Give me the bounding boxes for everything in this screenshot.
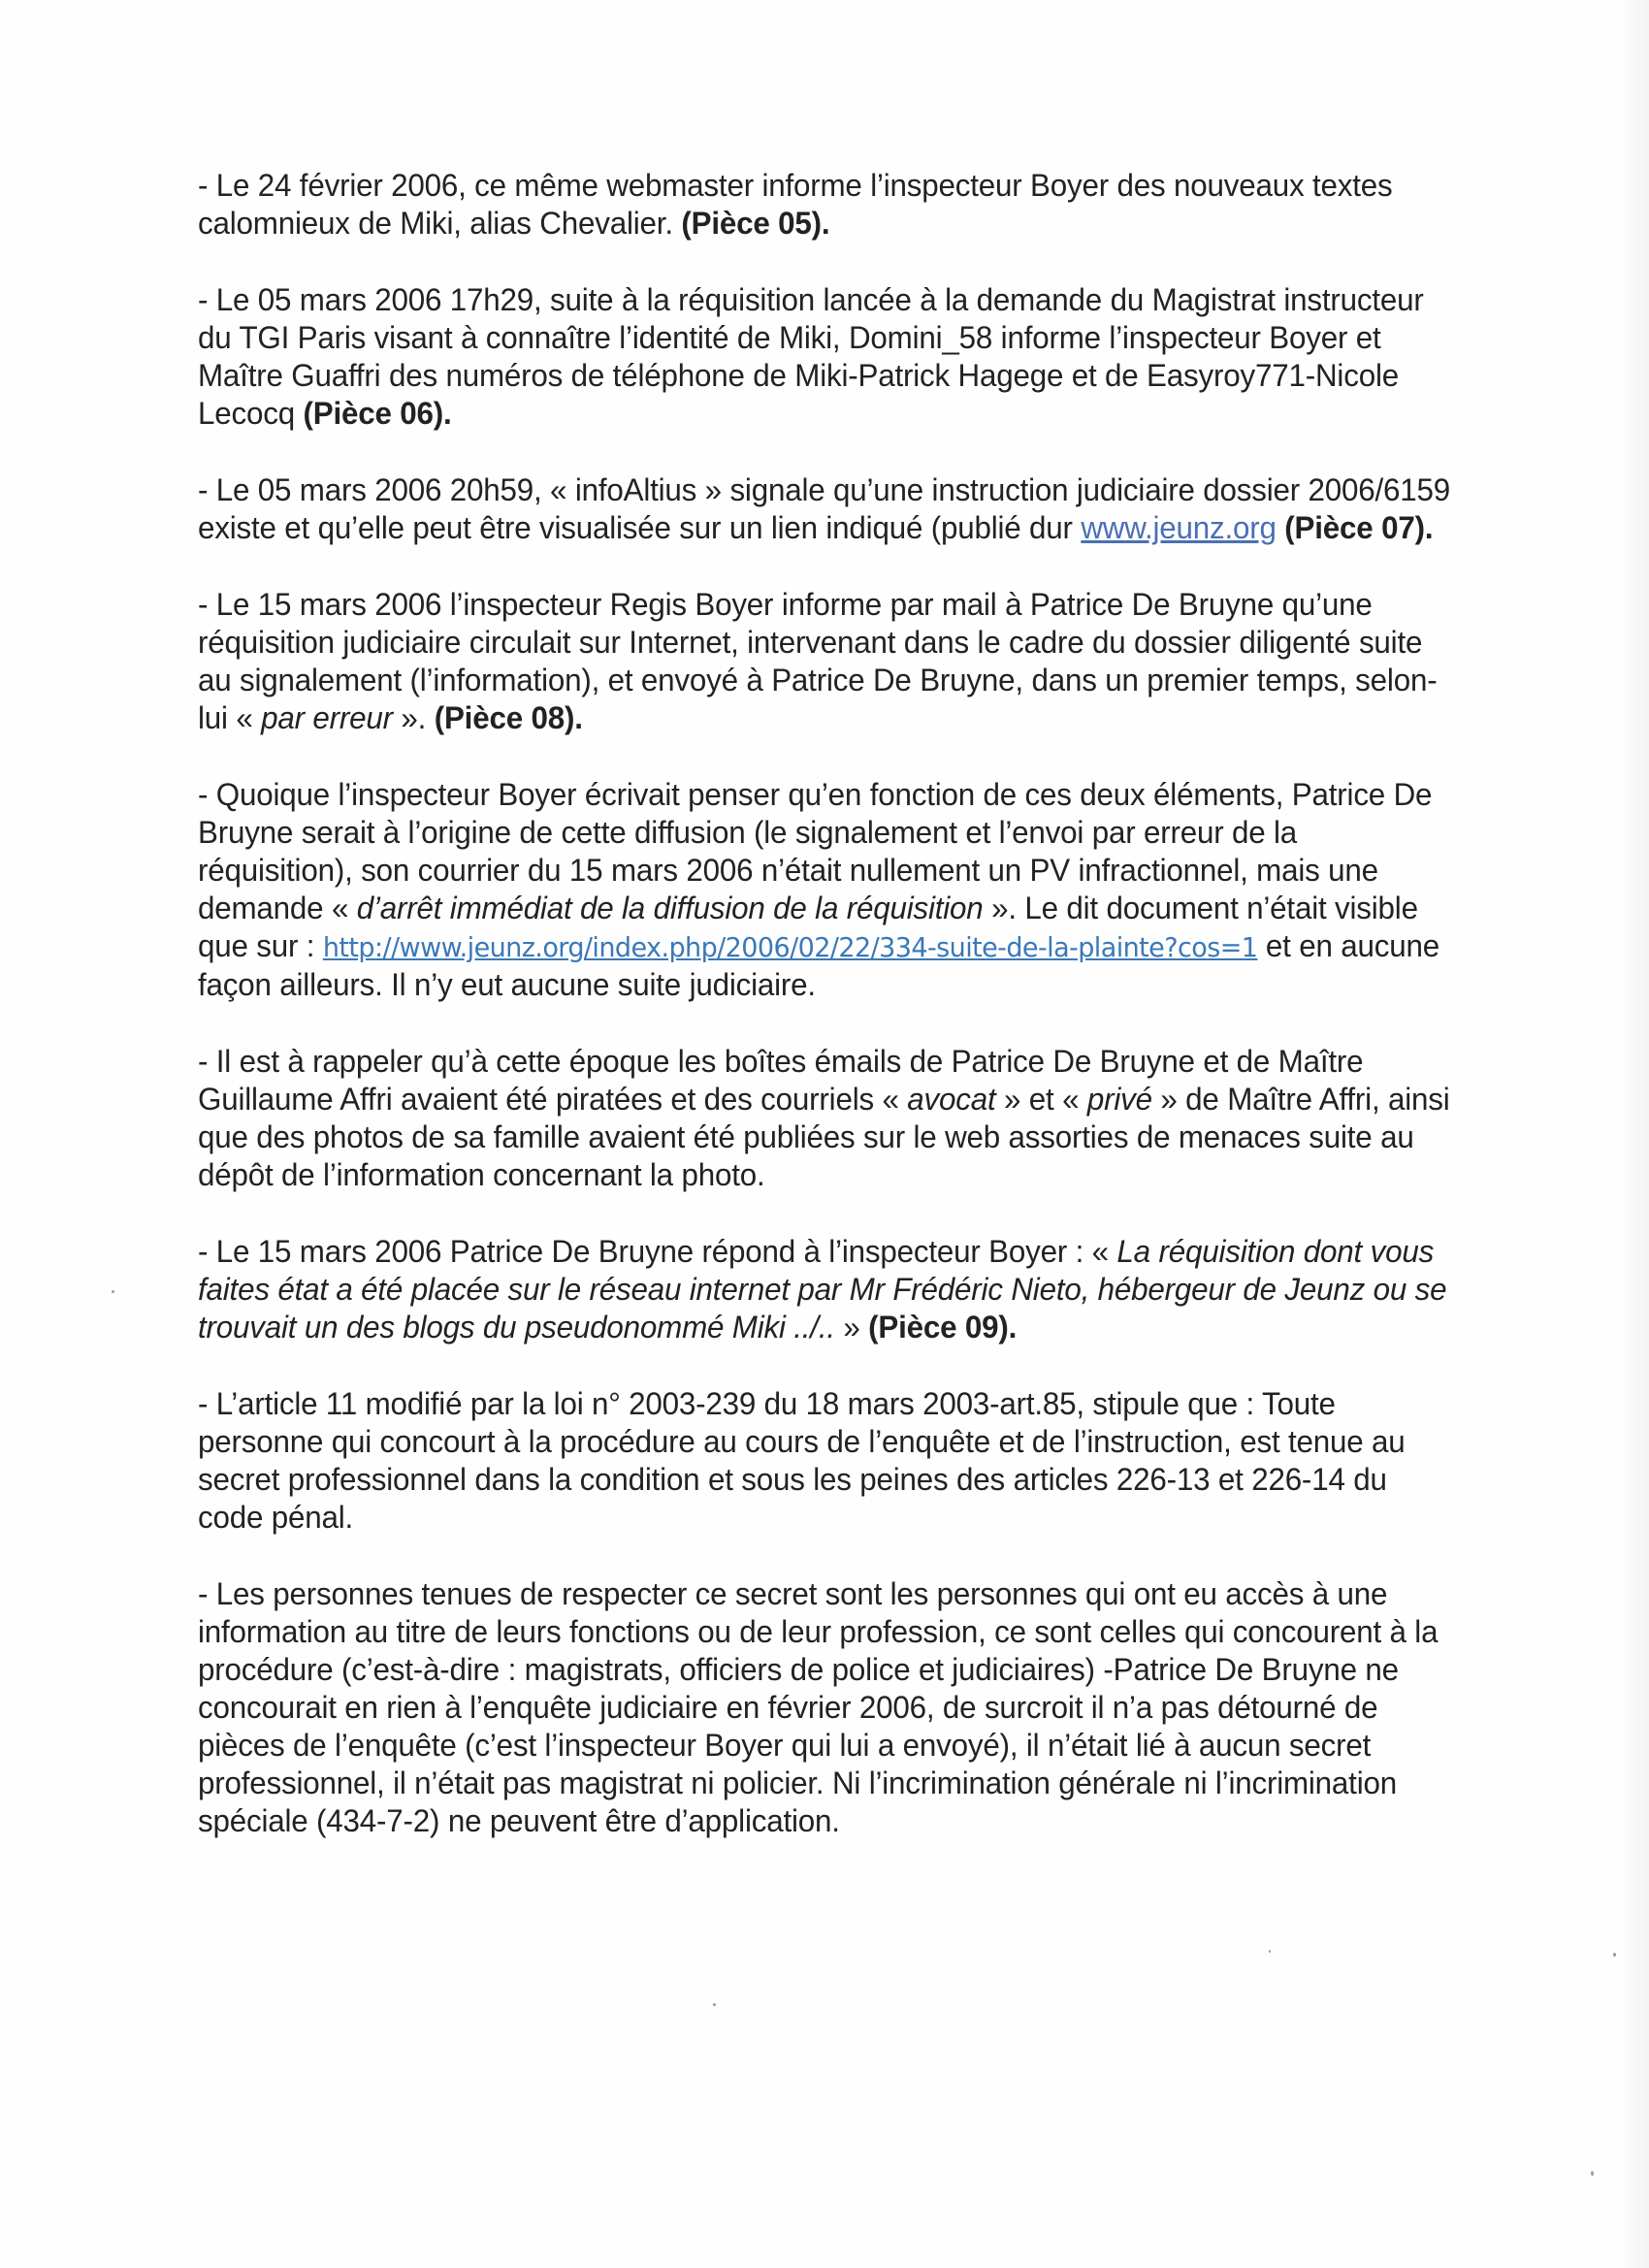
page-edge-shadow (1622, 0, 1649, 2268)
piece-reference: (Pièce 09). (868, 1310, 1018, 1345)
italic-quote: La réquisition dont vous faites état a été placée sur le réseau internet par Mr Frédéric Nieto, hébergeur de Jeunz ou se trouvait un des blogs du pseudonommé Miki ../.. (198, 1234, 1447, 1345)
piece-reference: (Pièce 06). (303, 396, 452, 431)
scan-speck (713, 2003, 716, 2006)
paragraph-text: ». Le dit document n’était visible que sur : (198, 891, 1418, 963)
paragraph-text: » et « (995, 1082, 1087, 1117)
scan-speck (1269, 1950, 1271, 1953)
piece-reference: (Pièce 05). (681, 206, 830, 241)
paragraph-text: » de Maître Affri, ainsi que des photos de sa famille avaient été publiées sur le web assorties de menaces suite au dépôt de l’information concernant la photo. (198, 1082, 1450, 1192)
paragraph-text: - Le 15 mars 2006 l’inspecteur Regis Boyer informe par mail à Patrice De Bruyne qu’une réquisition judiciaire circulait sur Internet, intervenant dans le cadre du dossier diligenté suite au signalement (l’information), et envoyé à Patrice De Bruyne, dans un premier temps, selon-lui « (198, 587, 1438, 735)
italic-quote: par erreur (261, 700, 393, 735)
paragraph-boyer-courrier (198, 776, 1457, 1004)
paragraph-text: - Le 24 février 2006, ce même webmaster informe l’inspecteur Boyer des nouveaux textes calomnieux de Miki, alias Chevalier. (198, 168, 1393, 241)
document-body (198, 167, 1459, 1879)
paragraph-piece-09 (198, 1233, 1457, 1346)
paragraph-text: - Le 05 mars 2006 20h59, « infoAltius » signale qu’une instruction judiciaire dossier 2006/6159 existe et qu’elle peut être visualisée sur un lien indiqué (publié dur (198, 472, 1451, 545)
paragraph-piece-05 (198, 167, 1457, 243)
paragraph-article-11 (198, 1385, 1457, 1537)
paragraph-piece-07 (198, 471, 1457, 547)
jeunz-plainte-link[interactable]: http://www.jeunz.org/index.php/2006/02/22/334-suite-de-la-plainte?cos=1 (322, 931, 1258, 963)
paragraph-piece-08 (198, 586, 1457, 737)
paragraph-text: ». (392, 700, 435, 735)
paragraph-text: - L’article 11 modifié par la loi n° 2003-239 du 18 mars 2003-art.85, stipule que : Toute personne qui concourt à la procédure au cours de l’enquête et de l’instruction, est tenue au secret professionnel dans la condition et sous les peines des articles 226-13 et 226-14 du code pénal. (198, 1386, 1406, 1535)
paragraph-text: et en aucune façon ailleurs. Il n’y eut aucune suite judiciaire. (198, 928, 1439, 1002)
paragraph-text: - Il est à rappeler qu’à cette époque les boîtes émails de Patrice De Bruyne et de Maître Guillaume Affri avaient été piratées et des courriels « (198, 1044, 1364, 1117)
italic-quote: d’arrêt immédiat de la diffusion de la réquisition (356, 891, 984, 925)
jeunz-link[interactable]: www.jeunz.org (1081, 510, 1277, 545)
paragraph-text: - Le 05 mars 2006 17h29, suite à la réquisition lancée à la demande du Magistrat instructeur du TGI Paris visant à connaître l’identité de Miki, Domini_58 informe l’inspecteur Boyer et Maître Guaffri des numéros de téléphone de Miki-Patrick Hagege et de Easyroy771-Nicole Lecocq (198, 282, 1424, 431)
paragraph-piece-06 (198, 281, 1457, 433)
paragraph-text: - Le 15 mars 2006 Patrice De Bruyne répond à l’inspecteur Boyer : « (198, 1234, 1117, 1269)
paragraph-text: - Les personnes tenues de respecter ce secret sont les personnes qui ont eu accès à une information au titre de leurs fonctions ou de leur profession, ce sont celles qui concourent à la procédure (c’est-à-dire : magistrats, officiers de police et judiciaires) -Patrice De Bruyne ne concourait en rien à l’enquête judiciaire en février 2006, de surcroit il n’a pas détourné de pièces de l’enquête (c’est l’inspecteur Boyer qui lui a envoyé), il n’était lié à aucun secret professionnel, il n’était pas magistrat ni policier. Ni l’incrimination générale ni l’incrimination spéciale (434-7-2) ne peuvent être d’application. (198, 1576, 1439, 1838)
italic-word: avocat (907, 1082, 996, 1117)
paragraph-text: » (834, 1310, 869, 1345)
scan-speck (1591, 2171, 1594, 2176)
scan-speck (1613, 1953, 1616, 1957)
paragraph-emails-pirated (198, 1043, 1457, 1194)
spacer-text (1277, 510, 1285, 545)
piece-reference: (Pièce 08). (434, 700, 583, 735)
paragraph-text: - Quoique l’inspecteur Boyer écrivait penser qu’en fonction de ces deux éléments, Patrice De Bruyne serait à l’origine de cette diffusion (le signalement et l’envoi par erreur de la réquisition), son courrier du 15 mars 2006 n’était nullement un PV infractionnel, mais une demande « (198, 777, 1433, 925)
paragraph-secret-professionnel (198, 1575, 1457, 1840)
piece-reference: (Pièce 07). (1284, 510, 1434, 545)
scan-speck (112, 1290, 114, 1293)
italic-word: privé (1086, 1082, 1152, 1117)
